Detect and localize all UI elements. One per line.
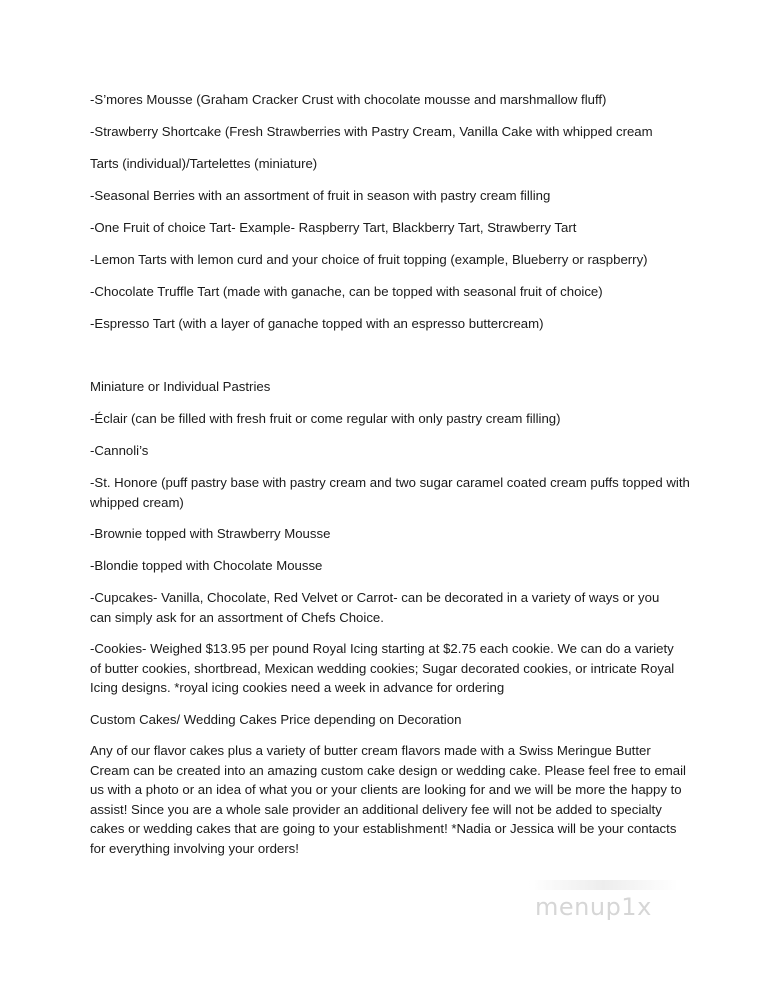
st-honore-item: -St. Honore (puff pastry base with pastry cream and two sugar caramel coated cream puffs topped with whipped cream): [90, 475, 690, 510]
cannoli-item: -Cannoli’s: [90, 443, 149, 458]
menupix-watermark: menup1x: [535, 893, 652, 921]
cookies-item: -Cookies- Weighed $13.95 per pound Royal Icing starting at $2.75 each cookie. We can do a variety of butter cookies, shortbread, Mexican wedding cookies; Sugar decorated cookies, or intricate Royal Icing designs. *royal icing cookies need a week in advance for ordering: [90, 641, 675, 696]
custom-cakes-heading: Custom Cakes/ Wedding Cakes Price depending on Decoration: [90, 712, 462, 727]
one-fruit-tart-item: -One Fruit of choice Tart- Example- Raspberry Tart, Blackberry Tart, Strawberry Tart: [90, 220, 577, 235]
lemon-tarts-item: -Lemon Tarts with lemon curd and your choice of fruit topping (example, Blueberry or raspberry): [90, 252, 648, 267]
cupcakes-item: -Cupcakes- Vanilla, Chocolate, Red Velvet or Carrot- can be decorated in a variety of ways or you can simply ask for an assortment of Chefs Choice.: [90, 590, 660, 625]
strawberry-shortcake-item: -Strawberry Shortcake (Fresh Strawberries with Pastry Cream, Vanilla Cake with whipped cream: [90, 124, 653, 139]
eclair-item: -Éclair (can be filled with fresh fruit or come regular with only pastry cream filling): [90, 411, 561, 426]
brownie-item: -Brownie topped with Strawberry Mousse: [90, 526, 331, 541]
seasonal-berries-item: -Seasonal Berries with an assortment of fruit in season with pastry cream filling: [90, 188, 551, 203]
tarts-heading: Tarts (individual)/Tartelettes (miniature): [90, 156, 318, 171]
watermark-decoration: [528, 880, 678, 890]
smores-mousse-item: -S’mores Mousse (Graham Cracker Crust with chocolate mousse and marshmallow fluff): [90, 92, 607, 107]
chocolate-truffle-tart-item: -Chocolate Truffle Tart (made with ganache, can be topped with seasonal fruit of choice): [90, 284, 603, 299]
blondie-item: -Blondie topped with Chocolate Mousse: [90, 558, 323, 573]
espresso-tart-item: -Espresso Tart (with a layer of ganache topped with an espresso buttercream): [90, 316, 544, 331]
custom-cakes-description: Any of our flavor cakes plus a variety of butter cream flavors made with a Swiss Meringue Butter Cream can be created into an amazing custom cake design or wedding cake. Please feel free to email us with a photo or an idea of what you or your clients are looking for and we will be more the happy to assist! Since you are a whole sale provider an additional delivery fee will not be added to specialty cakes or wedding cakes that are going to your establishment! *Nadia or Jessica will be your contacts for everything involving your orders!: [90, 743, 686, 856]
pastries-heading: Miniature or Individual Pastries: [90, 379, 271, 394]
